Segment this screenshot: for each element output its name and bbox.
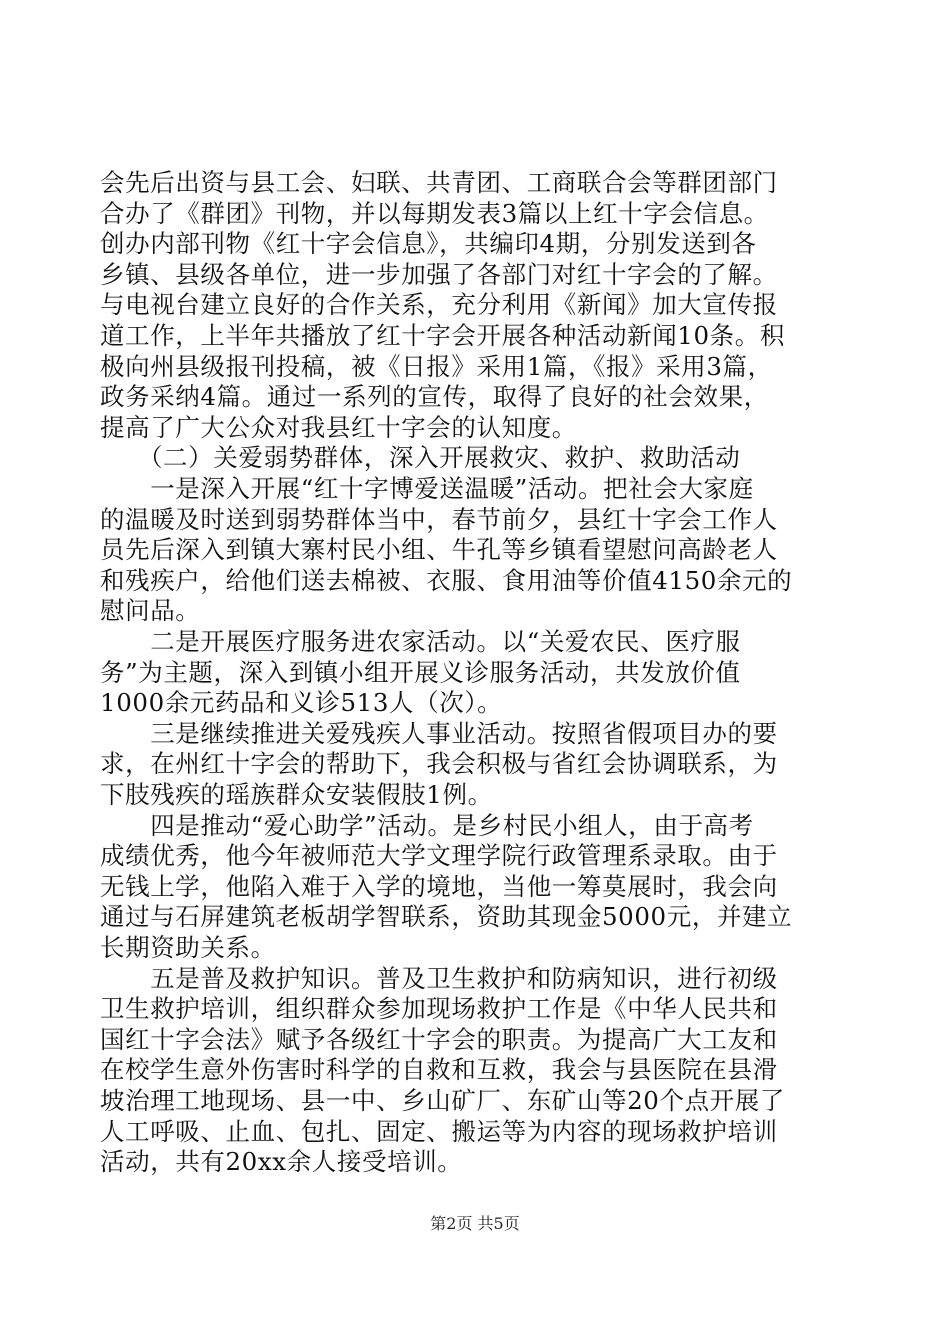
text-line: 道工作，上半年共播放了红十字会开展各种活动新闻10条。积 <box>100 321 785 350</box>
text-line: 与电视台建立良好的合作关系，充分利用《新闻》加大宣传报 <box>100 290 778 320</box>
text-line: 极向州县级报刊投稿，被《日报》采用1篇，《报》采用3篇， <box>100 351 773 381</box>
text-line: 三是继续推进关爱残疾人事业活动。按照省假项目办的要 <box>100 718 778 748</box>
text-line: 四是推动“爱心助学”活动。是乡村民小组人，由于高考 <box>100 810 754 840</box>
text-line: 员先后深入到镇大寨村民小组、牛孔等乡镇看望慰问高龄老人 <box>100 535 778 565</box>
text-line: 一是深入开展“红十字博爱送温暖”活动。把社会大家庭 <box>100 474 754 503</box>
text-line: 求，在州红十字会的帮助下，我会积极与省红会协调联系，为 <box>100 749 778 779</box>
text-line: 通过与石屏建筑老板胡学智联系，资助其现金5000元，并建立 <box>100 902 793 932</box>
text-line: 乡镇、县级各单位，进一步加强了各部门对红十字会的了解。 <box>100 259 778 289</box>
text-line: 政务采纳4篇。通过一系列的宣传，取得了良好的社会效果， <box>100 382 769 412</box>
text-line: 1000余元药品和义诊513人（次）。 <box>100 688 503 718</box>
text-line: 的温暖及时送到弱势群体当中，春节前夕，县红十字会工作人 <box>100 504 778 534</box>
text-line: 人工呼吸、止血、包扎、固定、搬运等为内容的现场救护培训 <box>100 1116 778 1146</box>
text-line: 下肢残疾的瑶族群众安装假肢1例。 <box>100 780 493 809</box>
text-line: 务”为主题，深入到镇小组开展义诊服务活动，共发放价值 <box>100 657 741 687</box>
text-line: 会先后出资与县工会、妇联、共青团、工商联合会等群团部门 <box>100 168 778 197</box>
page-footer: 第2页 共5页 <box>430 1214 520 1233</box>
text-line: 慰问品。 <box>100 596 201 626</box>
text-line: 提高了广大公众对我县红十字会的认知度。 <box>100 412 577 442</box>
text-line: 长期资助关系。 <box>100 933 276 962</box>
text-line: 和残疾户，给他们送去棉被、衣服、食用油等价值4150余元的 <box>100 565 793 595</box>
text-line: 在校学生意外伤害时科学的自救和互救，我会与县医院在县滑 <box>100 1055 778 1085</box>
section-heading: （二）关爱弱势群体，深入开展救灾、救护、救助活动 <box>100 443 741 473</box>
text-line: 卫生救护培训，组织群众参加现场救护工作是《中华人民共和 <box>100 994 778 1024</box>
text-line: 合办了《群团》刊物，并以每期发表3篇以上红十字会信息。 <box>100 198 769 228</box>
text-line: 二是开展医疗服务进农家活动。以“关爱农民、医疗服 <box>100 627 741 656</box>
text-line: 国红十字会法》赋予各级红十字会的职责。为提高广大工友和 <box>100 1024 778 1054</box>
text-line: 五是普及救护知识。普及卫生救护和防病知识，进行初级 <box>100 963 778 993</box>
text-line: 成绩优秀，他今年被师范大学文理学院行政管理系录取。由于 <box>100 841 778 871</box>
text-line: 无钱上学，他陷入难于入学的境地，当他一筹莫展时，我会向 <box>100 871 778 901</box>
text-line: 创办内部刊物《红十字会信息》，共编印4期，分别发送到各 <box>100 229 757 259</box>
text-line: 活动，共有20xx余人接受培训。 <box>100 1147 463 1177</box>
text-line: 坡治理工地现场、县一中、乡山矿厂、东矿山等20个点开展了 <box>100 1086 785 1115</box>
